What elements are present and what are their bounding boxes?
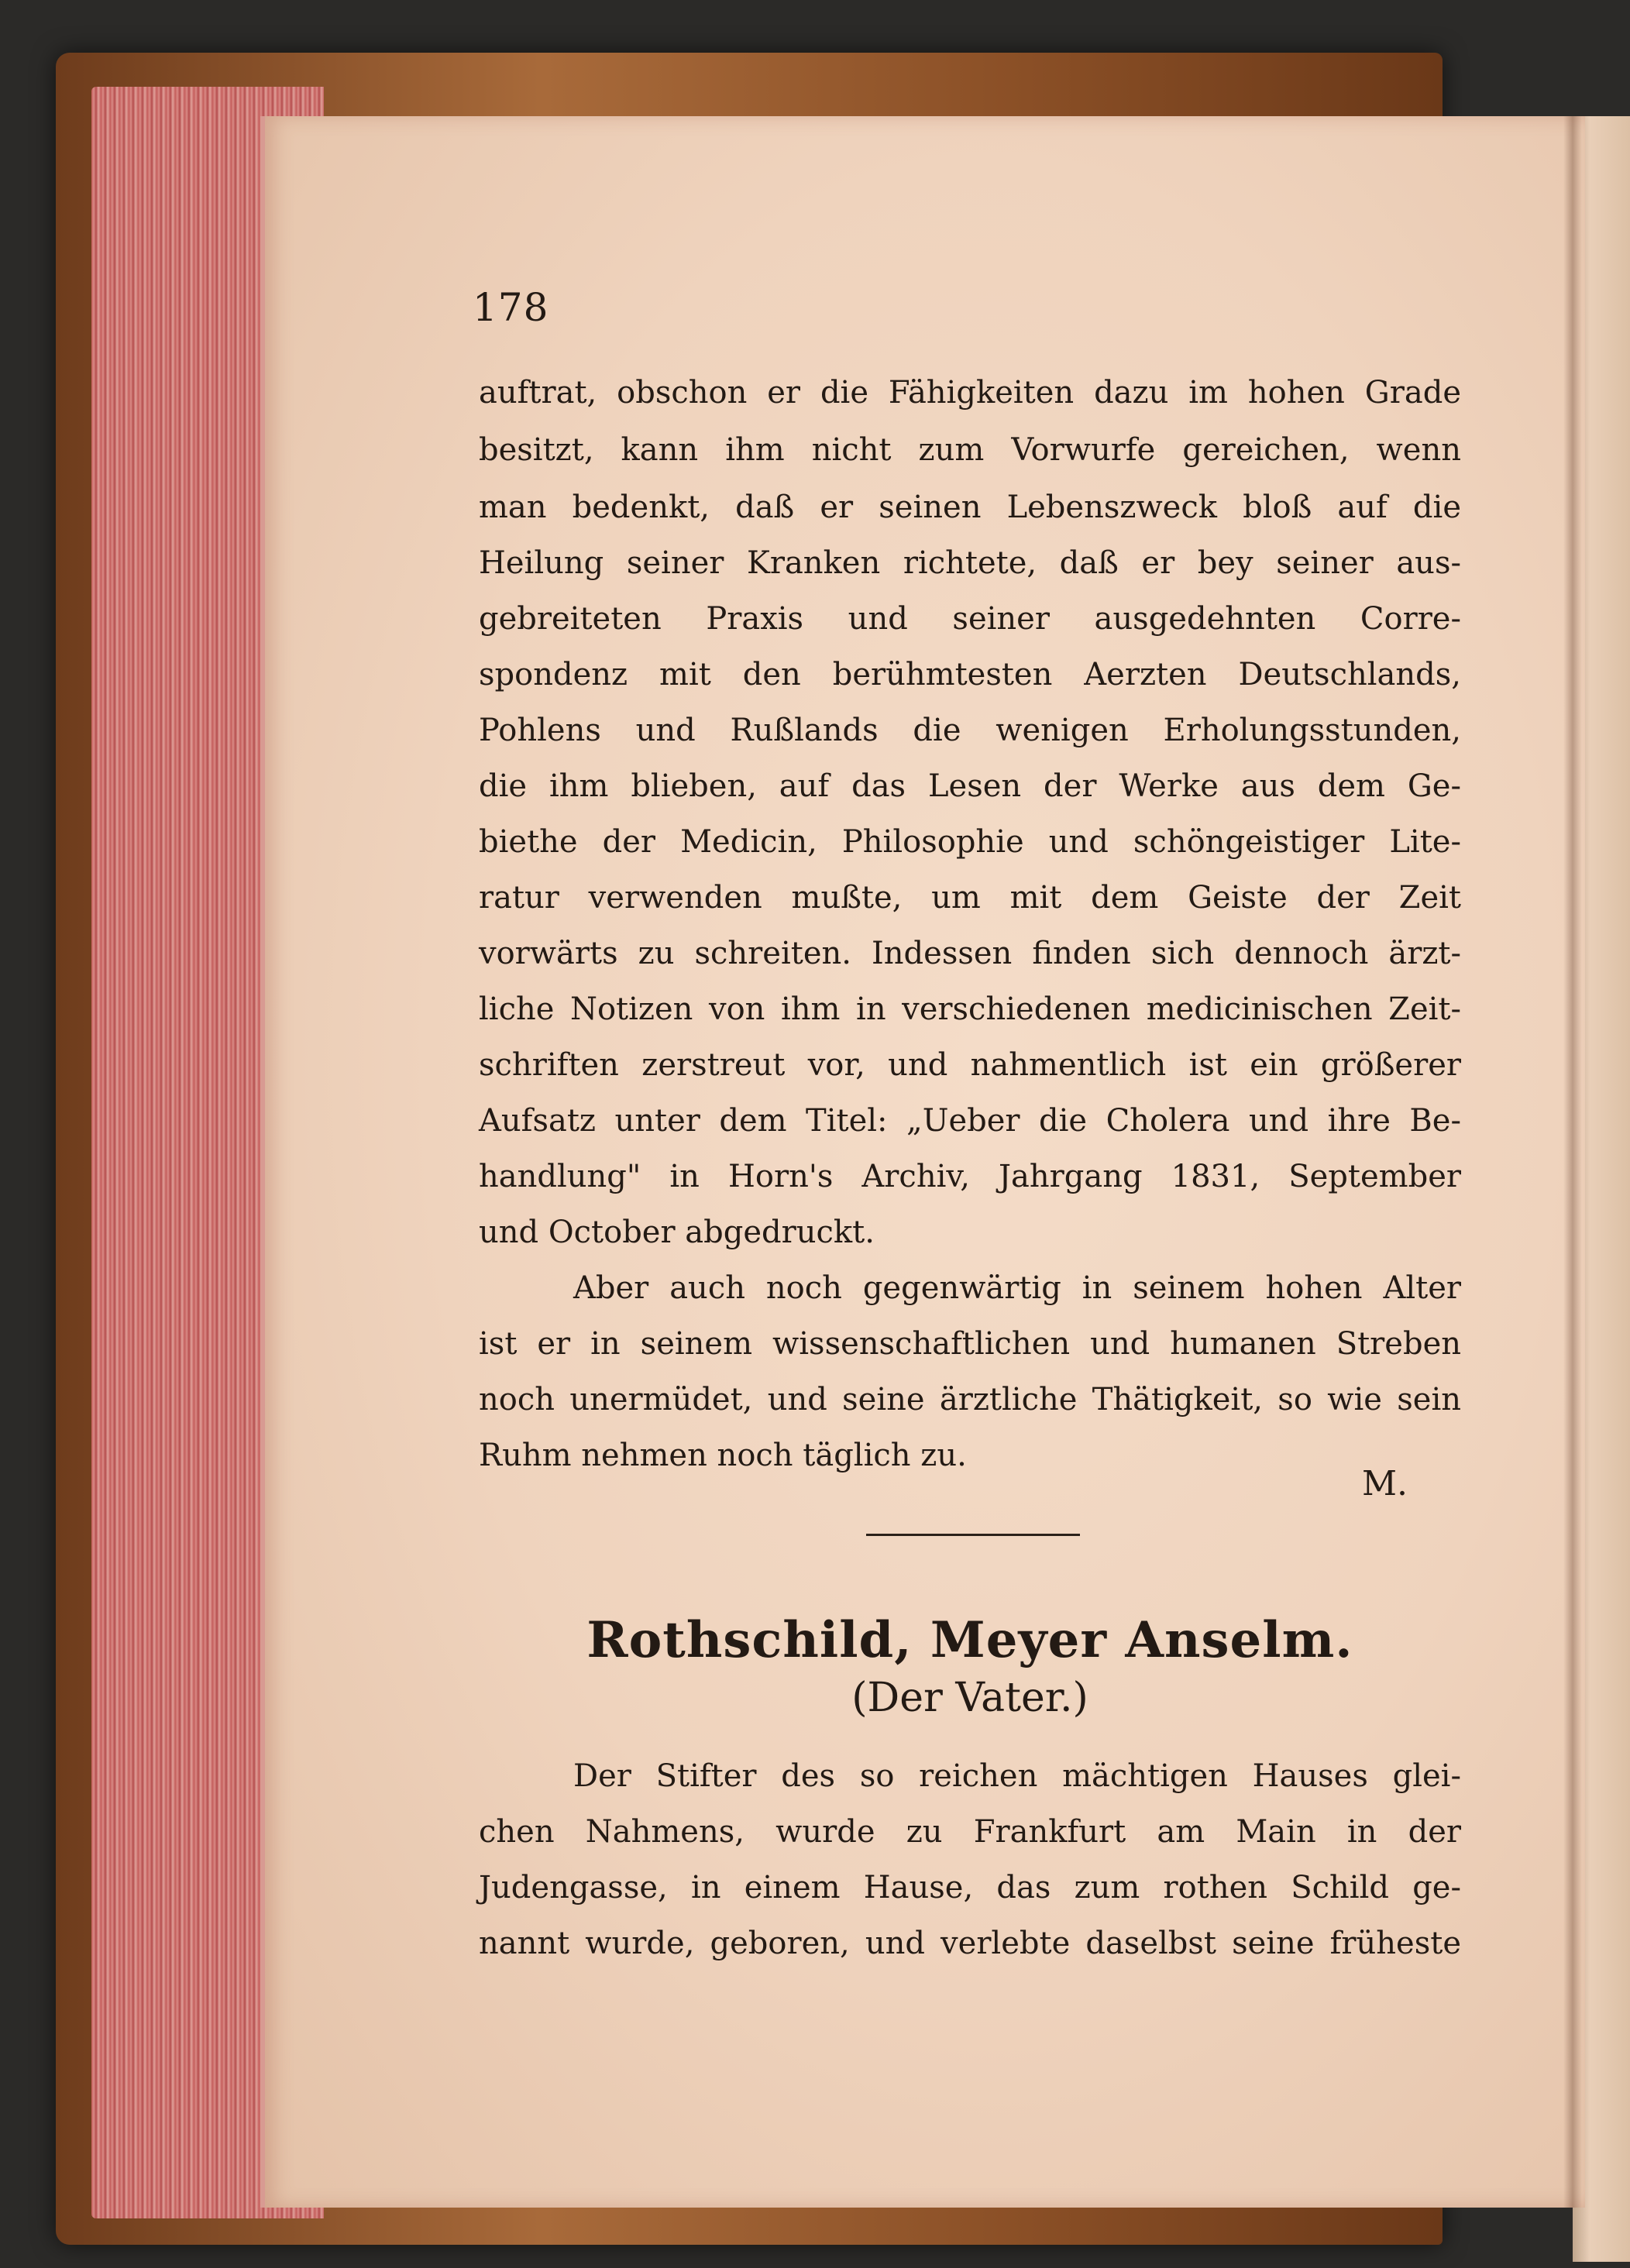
page-number: 178 <box>473 285 549 330</box>
text-line: Der Stifter des so reichen mächtigen Hauses glei- <box>573 1758 1461 1794</box>
text-line: die ihm blieben, auf das Lesen der Werke aus dem Ge- <box>479 768 1461 804</box>
text-line: gebreiteten Praxis und seiner ausgedehnten Corre- <box>479 601 1461 637</box>
text-line: man bedenkt, daß er seinen Lebenszweck bloß auf die <box>479 490 1461 525</box>
section-subtitle: (Der Vater.) <box>851 1675 1088 1721</box>
text-line: auftrat, obschon er die Fähigkeiten dazu im hohen Grade <box>479 375 1461 411</box>
text-line: spondenz mit den berühmtesten Aerzten Deutschlands, <box>479 657 1461 692</box>
text-line: ist er in seinem wissenschaftlichen und humanen Streben <box>479 1326 1461 1362</box>
section-title: Rothschild, Meyer Anselm. <box>586 1611 1353 1669</box>
text-line: nannt wurde, geboren, und verlebte daselbst seine früheste <box>479 1926 1461 1961</box>
text-line: schriften zerstreut vor, und nahmentlich ist ein größerer <box>479 1047 1461 1083</box>
section-divider <box>866 1534 1080 1536</box>
text-line: besitzt, kann ihm nicht zum Vorwurfe gereichen, wenn <box>479 432 1461 468</box>
author-signature: M. <box>1362 1464 1408 1503</box>
text-line: chen Nahmens, wurde zu Frankfurt am Main in der <box>479 1814 1461 1850</box>
text-line: Aber auch noch gegenwärtig in seinem hohen Alter <box>573 1270 1461 1306</box>
text-line: noch unermüdet, und seine ärztliche Thätigkeit, so wie sein <box>479 1382 1461 1418</box>
text-line: vorwärts zu schreiten. Indessen finden sich dennoch ärzt- <box>479 936 1461 971</box>
text-line: Ruhm nehmen noch täglich zu. <box>479 1438 967 1473</box>
text-line: liche Notizen von ihm in verschiedenen medicinischen Zeit- <box>479 991 1461 1027</box>
text-line: Heilung seiner Kranken richtete, daß er bey seiner aus- <box>479 545 1461 581</box>
text-line: Judengasse, in einem Hause, das zum rothen Schild ge- <box>479 1870 1461 1905</box>
text-line: Aufsatz unter dem Titel: „Ueber die Cholera und ihre Be- <box>479 1103 1461 1139</box>
text-line: biethe der Medicin, Philosophie und schöngeistiger Lite- <box>479 824 1461 860</box>
text-line: und October abgedruckt. <box>479 1215 875 1250</box>
text-line: ratur verwenden mußte, um mit dem Geiste der Zeit <box>479 880 1461 916</box>
page-gutter <box>1563 116 1582 2208</box>
text-line: handlung" in Horn's Archiv, Jahrgang 1831, September <box>479 1159 1461 1194</box>
text-line: Pohlens und Rußlands die wenigen Erholungsstunden, <box>479 713 1461 748</box>
